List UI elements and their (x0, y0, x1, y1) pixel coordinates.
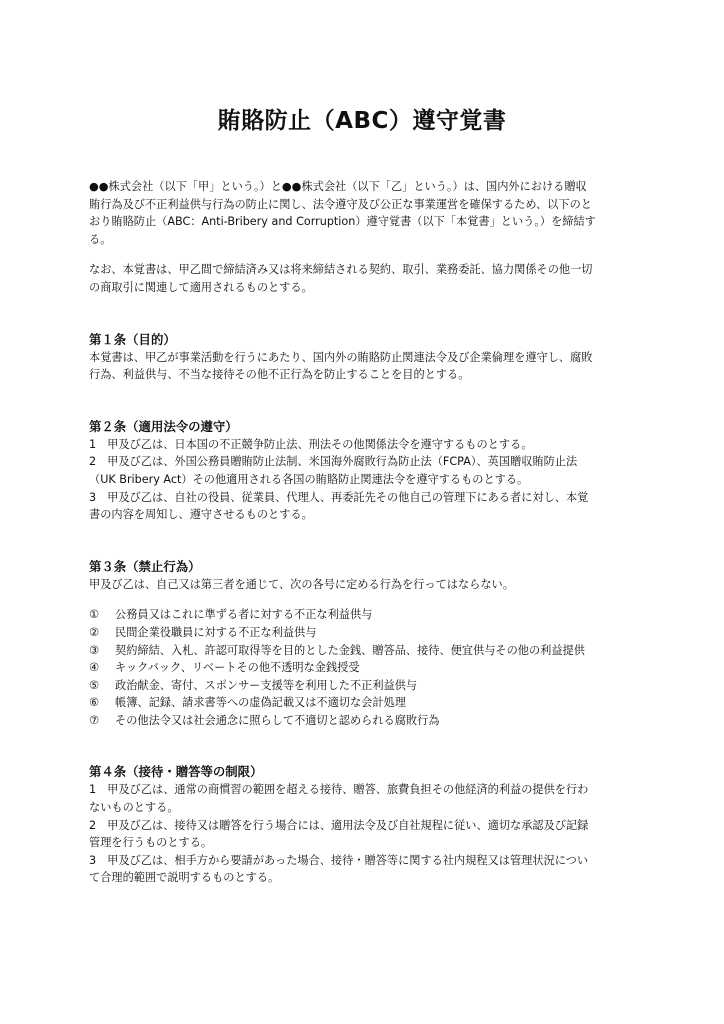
item-number: ⑤ (89, 678, 100, 692)
text-line: 賄行為及び不正利益供与行為の防止に関し、法令遵守及び公正な事業運営を確保するため、以下のと (89, 197, 592, 211)
text-line: 書の内容を周知し、遵守させるものとする。 (89, 508, 313, 522)
article-1 (89, 331, 637, 384)
text-line: おり賄賂防止（ABC：Anti-Bribery and Corruption）遵守覚書（以下「本覚書」という。）を締結す (89, 215, 596, 229)
list-item (89, 642, 637, 660)
article-heading: 第１条（目的） (89, 331, 176, 347)
text-line: 2 甲及び乙は、外国公務員贈賄防止法制、米国海外腐敗行為防止法（FCPA）、英国贈収賄防止法 (89, 455, 578, 469)
document-title: 賄賂防止（ABC）遵守覚書 (217, 108, 507, 134)
text-line: の商取引に関連して適用されるものとする。 (89, 280, 313, 294)
list-item (89, 712, 637, 730)
text-line: る。 (89, 232, 112, 246)
article-heading: 第２条（適用法令の遵守） (89, 418, 238, 434)
list-item (89, 624, 637, 642)
item-number: ③ (89, 643, 100, 657)
item-text: 契約締結、入札、許認可取得等を目的とした金銭、贈答品、接待、便宜供与その他の利益提供 (115, 643, 585, 657)
article-2 (89, 418, 637, 524)
text-line: ●●株式会社（以下「甲」という。）と●●株式会社（以下「乙」という。）は、国内外における贈収 (89, 180, 587, 193)
intro-paragraph (89, 178, 637, 248)
article-4 (89, 763, 637, 887)
scope-paragraph (89, 261, 637, 296)
article-heading: 第４条（接待・贈答等の制限） (89, 764, 263, 780)
item-text: 帳簿、記録、請求書等への虚偽記載又は不適切な会計処理 (115, 696, 406, 710)
list-item (89, 677, 637, 695)
text-line: 3 甲及び乙は、自社の役員、従業員、代理人、再委託先その他自己の管理下にある者に対し、本覚 (89, 490, 589, 504)
text-line: 管理を行うものとする。 (89, 836, 213, 850)
document-body (89, 178, 637, 887)
text-line: （UK Bribery Act）その他適用される各国の賄賂防止関連法令を遵守するものとする。 (89, 472, 529, 486)
item-text: 公務員又はこれに準ずる者に対する不正な利益供与 (115, 608, 373, 622)
text-line: ないものとする。 (89, 801, 179, 815)
prohibited-acts-list (89, 606, 637, 729)
item-number: ④ (89, 661, 100, 675)
article-3 (89, 558, 637, 730)
item-text: 政治献金、寄付、スポンサー支援等を利用した不正利益供与 (115, 678, 418, 692)
text-line: 本覚書は、甲乙が事業活動を行うにあたり、国内外の賄賂防止関連法令及び企業倫理を遵守し、腐敗 (89, 350, 593, 364)
item-text: キックバック、リベートその他不透明な金銭授受 (115, 661, 360, 675)
item-number: ⑦ (89, 713, 100, 727)
text-line: 2 甲及び乙は、接待又は贈答を行う場合には、適用法令及び自社規程に従い、適切な承認及び記録 (89, 818, 589, 832)
item-number: ① (89, 608, 100, 622)
text-line: 甲及び乙は、自己又は第三者を通じて、次の各号に定める行為を行ってはならない。 (89, 577, 514, 591)
text-line: 行為、利益供与、不当な接待その他不正行為を防止することを目的とする。 (89, 368, 470, 382)
text-line: 3 甲及び乙は、相手方から要請があった場合、接待・贈答等に関する社内規程又は管理状況につい (89, 853, 589, 867)
list-item (89, 694, 637, 712)
text-line: なお、本覚書は、甲乙間で締結済み又は将来締結される契約、取引、業務委託、協力関係その他一切 (89, 263, 593, 277)
text-line: 1 甲及び乙は、通常の商慣習の範囲を超える接待、贈答、旅費負担その他経済的利益の提供を行わ (89, 783, 589, 797)
list-item (89, 659, 637, 677)
item-text: その他法令又は社会通念に照らして不適切と認められる腐敗行為 (115, 713, 440, 727)
list-item (89, 606, 637, 624)
item-number: ⑥ (89, 696, 100, 710)
article-heading: 第３条（禁止行為） (89, 558, 201, 574)
text-line: 1 甲及び乙は、日本国の不正競争防止法、刑法その他関係法令を遵守するものとする。 (89, 437, 533, 451)
item-text: 民間企業役職員に対する不正な利益供与 (115, 625, 317, 639)
text-line: て合理的範囲で説明するものとする。 (89, 871, 280, 885)
item-number: ② (89, 625, 100, 639)
